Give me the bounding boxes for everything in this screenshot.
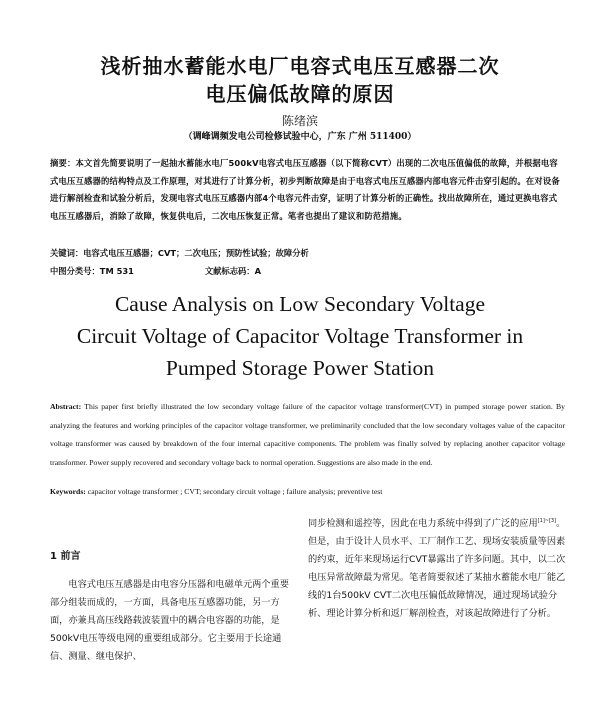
clc-label: 中图分类号： bbox=[50, 266, 100, 276]
citation-reference: [1]~[3] bbox=[537, 518, 557, 524]
english-keywords bbox=[50, 487, 570, 496]
english-abstract bbox=[50, 398, 565, 473]
chinese-keywords-label: 关键词： bbox=[50, 248, 84, 258]
chinese-abstract-label: 摘要： bbox=[50, 158, 76, 168]
doc-code-value: A bbox=[254, 266, 262, 276]
body-left-column bbox=[50, 548, 295, 666]
english-keywords-text: capacitor voltage transformer ; CVT; secondary circuit voltage ; failure analysis; preventive test bbox=[87, 487, 383, 496]
doc-code-label: 文献标志码： bbox=[204, 266, 255, 276]
chinese-title-line-1: 浅析抽水蓄能水电厂电容式电压互感器二次 bbox=[100, 54, 500, 78]
author-name: 陈绪滨 bbox=[281, 114, 318, 128]
intro-paragraph-right-part-b: 。但是，由于设计人员水平、工厂制作工艺、现场安装质量等因素的约束，近年来现场运行CVT暴露出了许多问题。其中，以二次电压异常故障最为常见。笔者简要叙述了某抽水蓄能水电厂能乙线的1台500kV CVT二次电压偏低故障情况，通过现场试验分析、理论计算分析和返厂解剖检查，对该起故障进行了分析。 bbox=[308, 518, 566, 620]
intro-paragraph-left: 电容式电压互感器是由电容分压器和电磁单元两个重要部分组装而成的，一方面，具备电压互感器功能，另一方面，亦兼具高压线路载波装置中的耦合电容器的功能，是500kV电压等级电网的重要组成部分。它主要用于长途通信、测量、继电保护、 bbox=[50, 579, 289, 662]
english-title-line-1: Cause Analysis on Low Secondary Voltage bbox=[114, 292, 486, 316]
english-title-line-2: Circuit Voltage of Capacitor Voltage Transformer in bbox=[76, 324, 524, 348]
body-right-column bbox=[308, 512, 566, 623]
author-affiliation: （调峰调频发电公司检修试验中心，广东 广州 511400） bbox=[183, 132, 417, 142]
clc-value: TM 531 bbox=[99, 266, 134, 276]
chinese-abstract bbox=[50, 155, 560, 225]
chinese-abstract-text: 本文首先简要说明了一起抽水蓄能水电厂500kV电容式电压互感器（以下简称CVT）出现的二次电压值偏低的故障，并根据电容式电压互感器的结构特点及工作原理，对其进行了计算分析，初步判断故障是由于电容式电压互感器内部电容元件击穿引起的。在对设备进行解剖检查和试验分析后，发现电容式电压互感器内部4个电容元件击穿，证明了计算分析的正确性。找出故障所在，通过更换电容式电压互感器后，消除了故障，恢复供电后，二次电压恢复正常。笔者也提出了建议和防范措施。 bbox=[50, 158, 560, 221]
english-abstract-text: This paper first briefly illustrated the low secondary voltage failure of the capacitor voltage transformer(CVT) in pumped storage power station. By analyzing the features and working principles of the capacitor voltage transformer, we preliminarily concluded that the low secondary voltages value of the capacitor voltage transformer was caused by breakdown of the four internal capacitive components. The problem was finally solved by replacing another capacitor voltage transformer. Power supply recovered and secondary voltage back to normal operation. Suggestions are also made in the end. bbox=[50, 402, 565, 468]
intro-paragraph-right-part-a: 同步检测和遥控等，因此在电力系统中得到了广泛的应用 bbox=[308, 518, 538, 530]
chinese-keywords-text: 电容式电压互感器；CVT；二次电压；预防性试验；故障分析 bbox=[83, 248, 309, 258]
english-abstract-label: Abstract: bbox=[50, 402, 82, 411]
section-heading: 1 前言 bbox=[50, 551, 81, 562]
english-keywords-label: Keywords: bbox=[50, 487, 86, 496]
chinese-title-line-2: 电压偏低故障的原因 bbox=[205, 82, 395, 106]
chinese-keywords bbox=[50, 247, 560, 259]
english-title-line-3: Pumped Storage Power Station bbox=[165, 356, 435, 380]
classification-line bbox=[50, 265, 261, 277]
intro-paragraph-right bbox=[308, 512, 566, 623]
